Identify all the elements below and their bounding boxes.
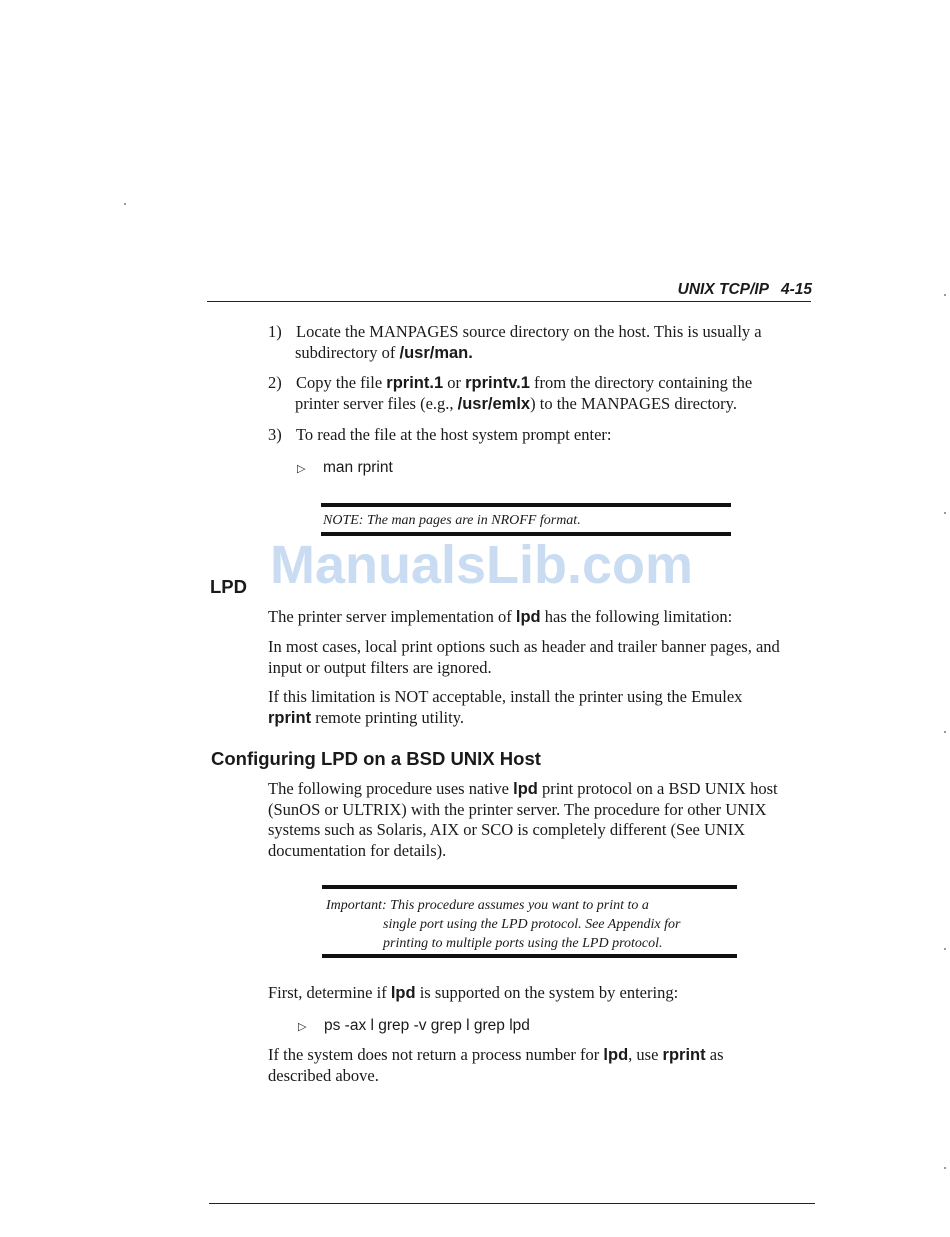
config-paragraph-1 <box>268 779 813 861</box>
file-rprintv-1: rprintv.1 <box>465 374 530 392</box>
para-text: In most cases, local print options such as header and trailer banner pages, and <box>268 637 780 656</box>
para-text: First, determine if <box>268 983 391 1002</box>
play-arrow-icon: ▷ <box>297 463 306 475</box>
note-text: NOTE: The man pages are in NROFF format. <box>323 513 581 528</box>
rprint-term: rprint <box>662 1046 706 1064</box>
lpd-term: lpd <box>603 1046 629 1064</box>
para-text: has the following limitation: <box>540 607 733 626</box>
para-text: systems such as Solaris, AIX or SCO is completely different (See UNIX <box>268 820 746 839</box>
running-header <box>678 281 812 299</box>
para-text: If the system does not return a process number for <box>268 1045 604 1064</box>
important-text: printing to multiple ports using the LPD protocol. <box>383 936 663 951</box>
command-text: ps -ax l grep -v grep l grep lpd <box>324 1017 530 1034</box>
footer-rule <box>209 1203 815 1204</box>
lpd-paragraph-1 <box>268 607 813 628</box>
file-rprint-1: rprint.1 <box>386 374 444 392</box>
scan-speck <box>944 731 946 733</box>
para-text: input or output filters are ignored. <box>268 657 492 677</box>
important-text: single port using the LPD protocol. See Appendix for <box>383 917 681 932</box>
step-text: subdirectory of <box>295 342 400 362</box>
para-text: (SunOS or ULTRIX) with the printer server. The procedure for other UNIX <box>268 799 767 819</box>
para-text: The printer server implementation of <box>268 607 516 626</box>
step-2 <box>268 373 808 414</box>
step-number: 2) <box>268 373 282 392</box>
lpd-term: lpd <box>390 984 416 1002</box>
scan-speck <box>944 294 946 296</box>
header-section: UNIX TCP/IP <box>677 281 769 298</box>
step-number: 3) <box>268 425 282 444</box>
scan-speck <box>124 203 126 205</box>
step-text: ) to the MANPAGES directory. <box>530 393 737 413</box>
scan-speck <box>944 512 946 514</box>
para-text: remote printing utility. <box>311 707 465 727</box>
config-paragraph-3 <box>268 1045 813 1086</box>
heading-configuring-lpd: Configuring LPD on a BSD UNIX Host <box>211 748 541 769</box>
command-man-rprint <box>297 459 393 477</box>
command-ps-grep-lpd <box>298 1017 530 1035</box>
para-text: as <box>705 1045 724 1064</box>
step-text: printer server files (e.g., <box>295 393 458 413</box>
step-text: Copy the file <box>296 373 387 392</box>
step-text: or <box>443 373 466 392</box>
page-number: 4-15 <box>780 281 812 298</box>
path-usr-emlx: /usr/emlx <box>457 394 531 413</box>
step-text: from the directory containing the <box>529 373 753 392</box>
step-1 <box>268 322 808 363</box>
config-paragraph-2 <box>268 983 813 1004</box>
para-text: described above. <box>268 1065 379 1085</box>
header-rule <box>207 301 811 302</box>
scan-speck <box>944 948 946 950</box>
heading-lpd: LPD <box>210 576 247 597</box>
lpd-term: lpd <box>513 780 538 798</box>
para-text: The following procedure uses native <box>268 779 514 798</box>
step-text: To read the file at the host system prompt enter: <box>296 425 612 444</box>
para-text: is supported on the system by entering: <box>415 983 679 1002</box>
step-text: Locate the MANPAGES source directory on the host. This is usually a <box>296 322 762 341</box>
command-text: man rprint <box>323 459 393 476</box>
step-3 <box>268 425 808 446</box>
lpd-paragraph-2 <box>268 637 813 678</box>
para-text: , use <box>628 1045 663 1064</box>
step-number: 1) <box>268 322 282 341</box>
scan-speck <box>944 1167 946 1169</box>
rprint-term: rprint <box>268 708 312 727</box>
note-box <box>321 503 731 536</box>
important-text: Important: This procedure assumes you want to print to a <box>326 898 649 913</box>
lpd-term: lpd <box>515 608 541 626</box>
play-arrow-icon: ▷ <box>298 1021 307 1033</box>
watermark: ManualsLib.com <box>270 535 694 595</box>
para-text: If this limitation is NOT acceptable, install the printer using the Emulex <box>268 687 743 706</box>
para-text: print protocol on a BSD UNIX host <box>537 779 778 798</box>
path-usr-man: /usr/man. <box>399 343 473 362</box>
para-text: documentation for details). <box>268 840 447 860</box>
important-box <box>322 885 737 958</box>
lpd-paragraph-3 <box>268 687 813 728</box>
